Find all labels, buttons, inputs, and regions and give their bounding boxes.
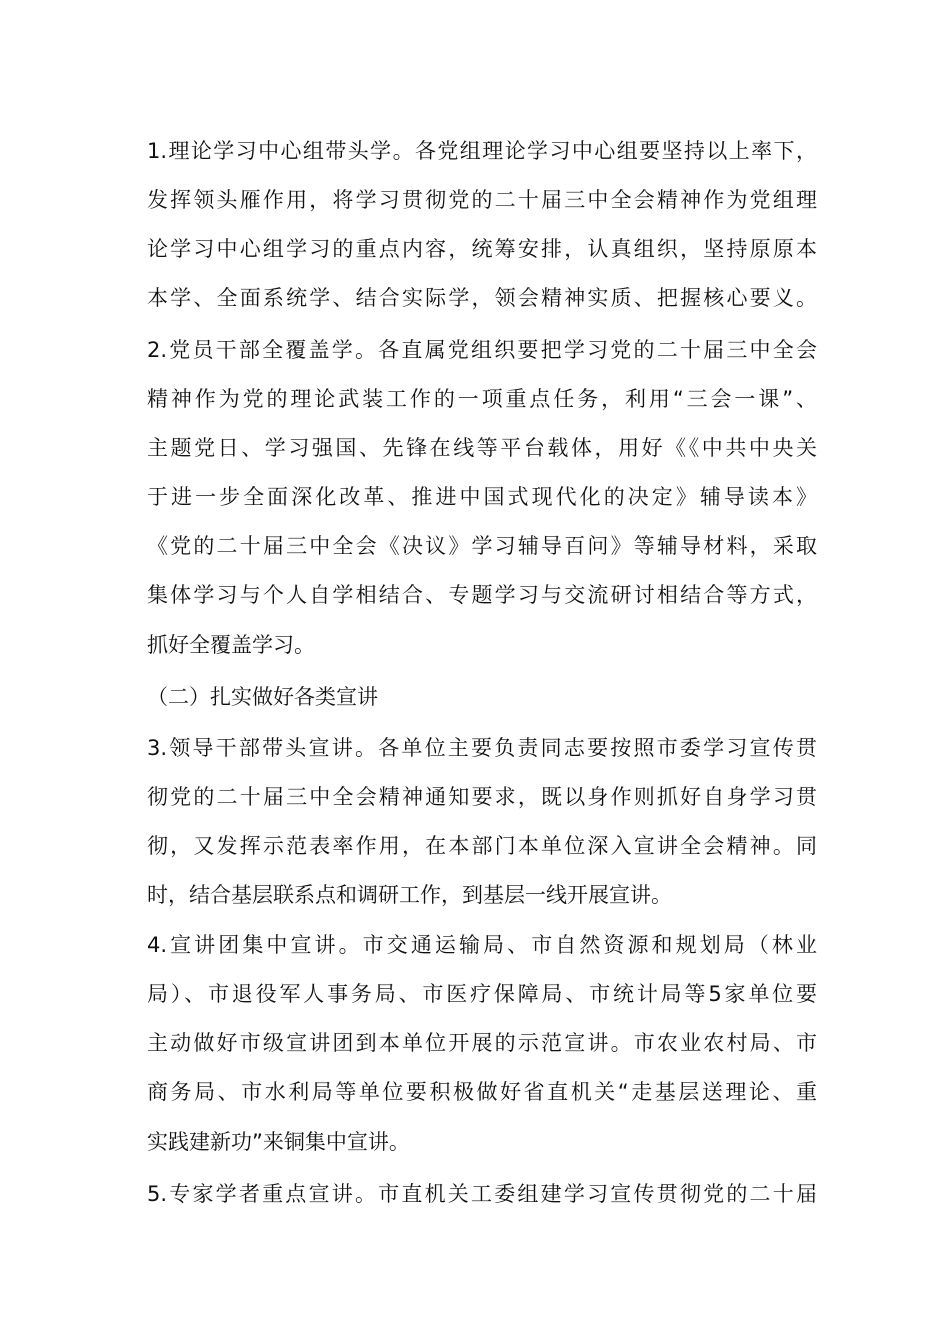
text-line: 主题党日、学习强国、先锋在线等平台载体，用好《《中共中央关 (147, 436, 817, 460)
text-line: 发挥领头雁作用，将学习贯彻党的二十届三中全会精神作为党组理 (147, 188, 817, 212)
text-line: 1.理论学习中心组带头学。各党组理论学习中心组要坚持以上率下， (147, 139, 817, 163)
text-line: 3.领导干部带头宣讲。各单位主要负责同志要按照市委学习宣传贯 (147, 736, 817, 760)
text-line: 抓好全覆盖学习。 (147, 633, 315, 657)
text-line: 商务局、市水利局等单位要积极做好省直机关“走基层送理论、重 (147, 1080, 817, 1104)
text-line: 实践建新功”来铜集中宣讲。 (147, 1130, 410, 1154)
text-line: 彻，又发挥示范表率作用，在本部门本单位深入宣讲全会精神。同 (147, 834, 817, 858)
text-line: 4.宣讲团集中宣讲。市交通运输局、市自然资源和规划局（林业 (147, 933, 817, 957)
text-line: 精神作为党的理论武装工作的一项重点任务，利用“三会一课”、 (147, 387, 817, 411)
text-line: 5.专家学者重点宣讲。市直机关工委组建学习宣传贯彻党的二十届 (147, 1182, 817, 1206)
text-line: 集体学习与个人自学相结合、专题学习与交流研讨相结合等方式， (147, 583, 817, 607)
text-line: 论学习中心组学习的重点内容，统筹安排，认真组织，坚持原原本 (147, 237, 817, 261)
text-line: 局）、市退役军人事务局、市医疗保障局、市统计局等5家单位要 (147, 982, 817, 1006)
section-heading: （二）扎实做好各类宣讲 (147, 685, 378, 709)
text-line: 《党的二十届三中全会《决议》学习辅导百问》等辅导材料，采取 (147, 534, 817, 558)
text-line: 本学、全面系统学、结合实际学，领会精神实质、把握核心要义。 (147, 286, 817, 310)
text-line: 彻党的二十届三中全会精神通知要求，既以身作则抓好自身学习贯 (147, 785, 817, 809)
text-line: 时，结合基层联系点和调研工作，到基层一线开展宣讲。 (147, 883, 672, 907)
text-line: 主动做好市级宣讲团到本单位开展的示范宣讲。市农业农村局、市 (147, 1031, 817, 1055)
text-line: 于进一步全面深化改革、推进中国式现代化的决定》辅导读本》 (147, 485, 817, 509)
text-line: 2.党员干部全覆盖学。各直属党组织要把学习党的二十届三中全会 (147, 338, 817, 362)
